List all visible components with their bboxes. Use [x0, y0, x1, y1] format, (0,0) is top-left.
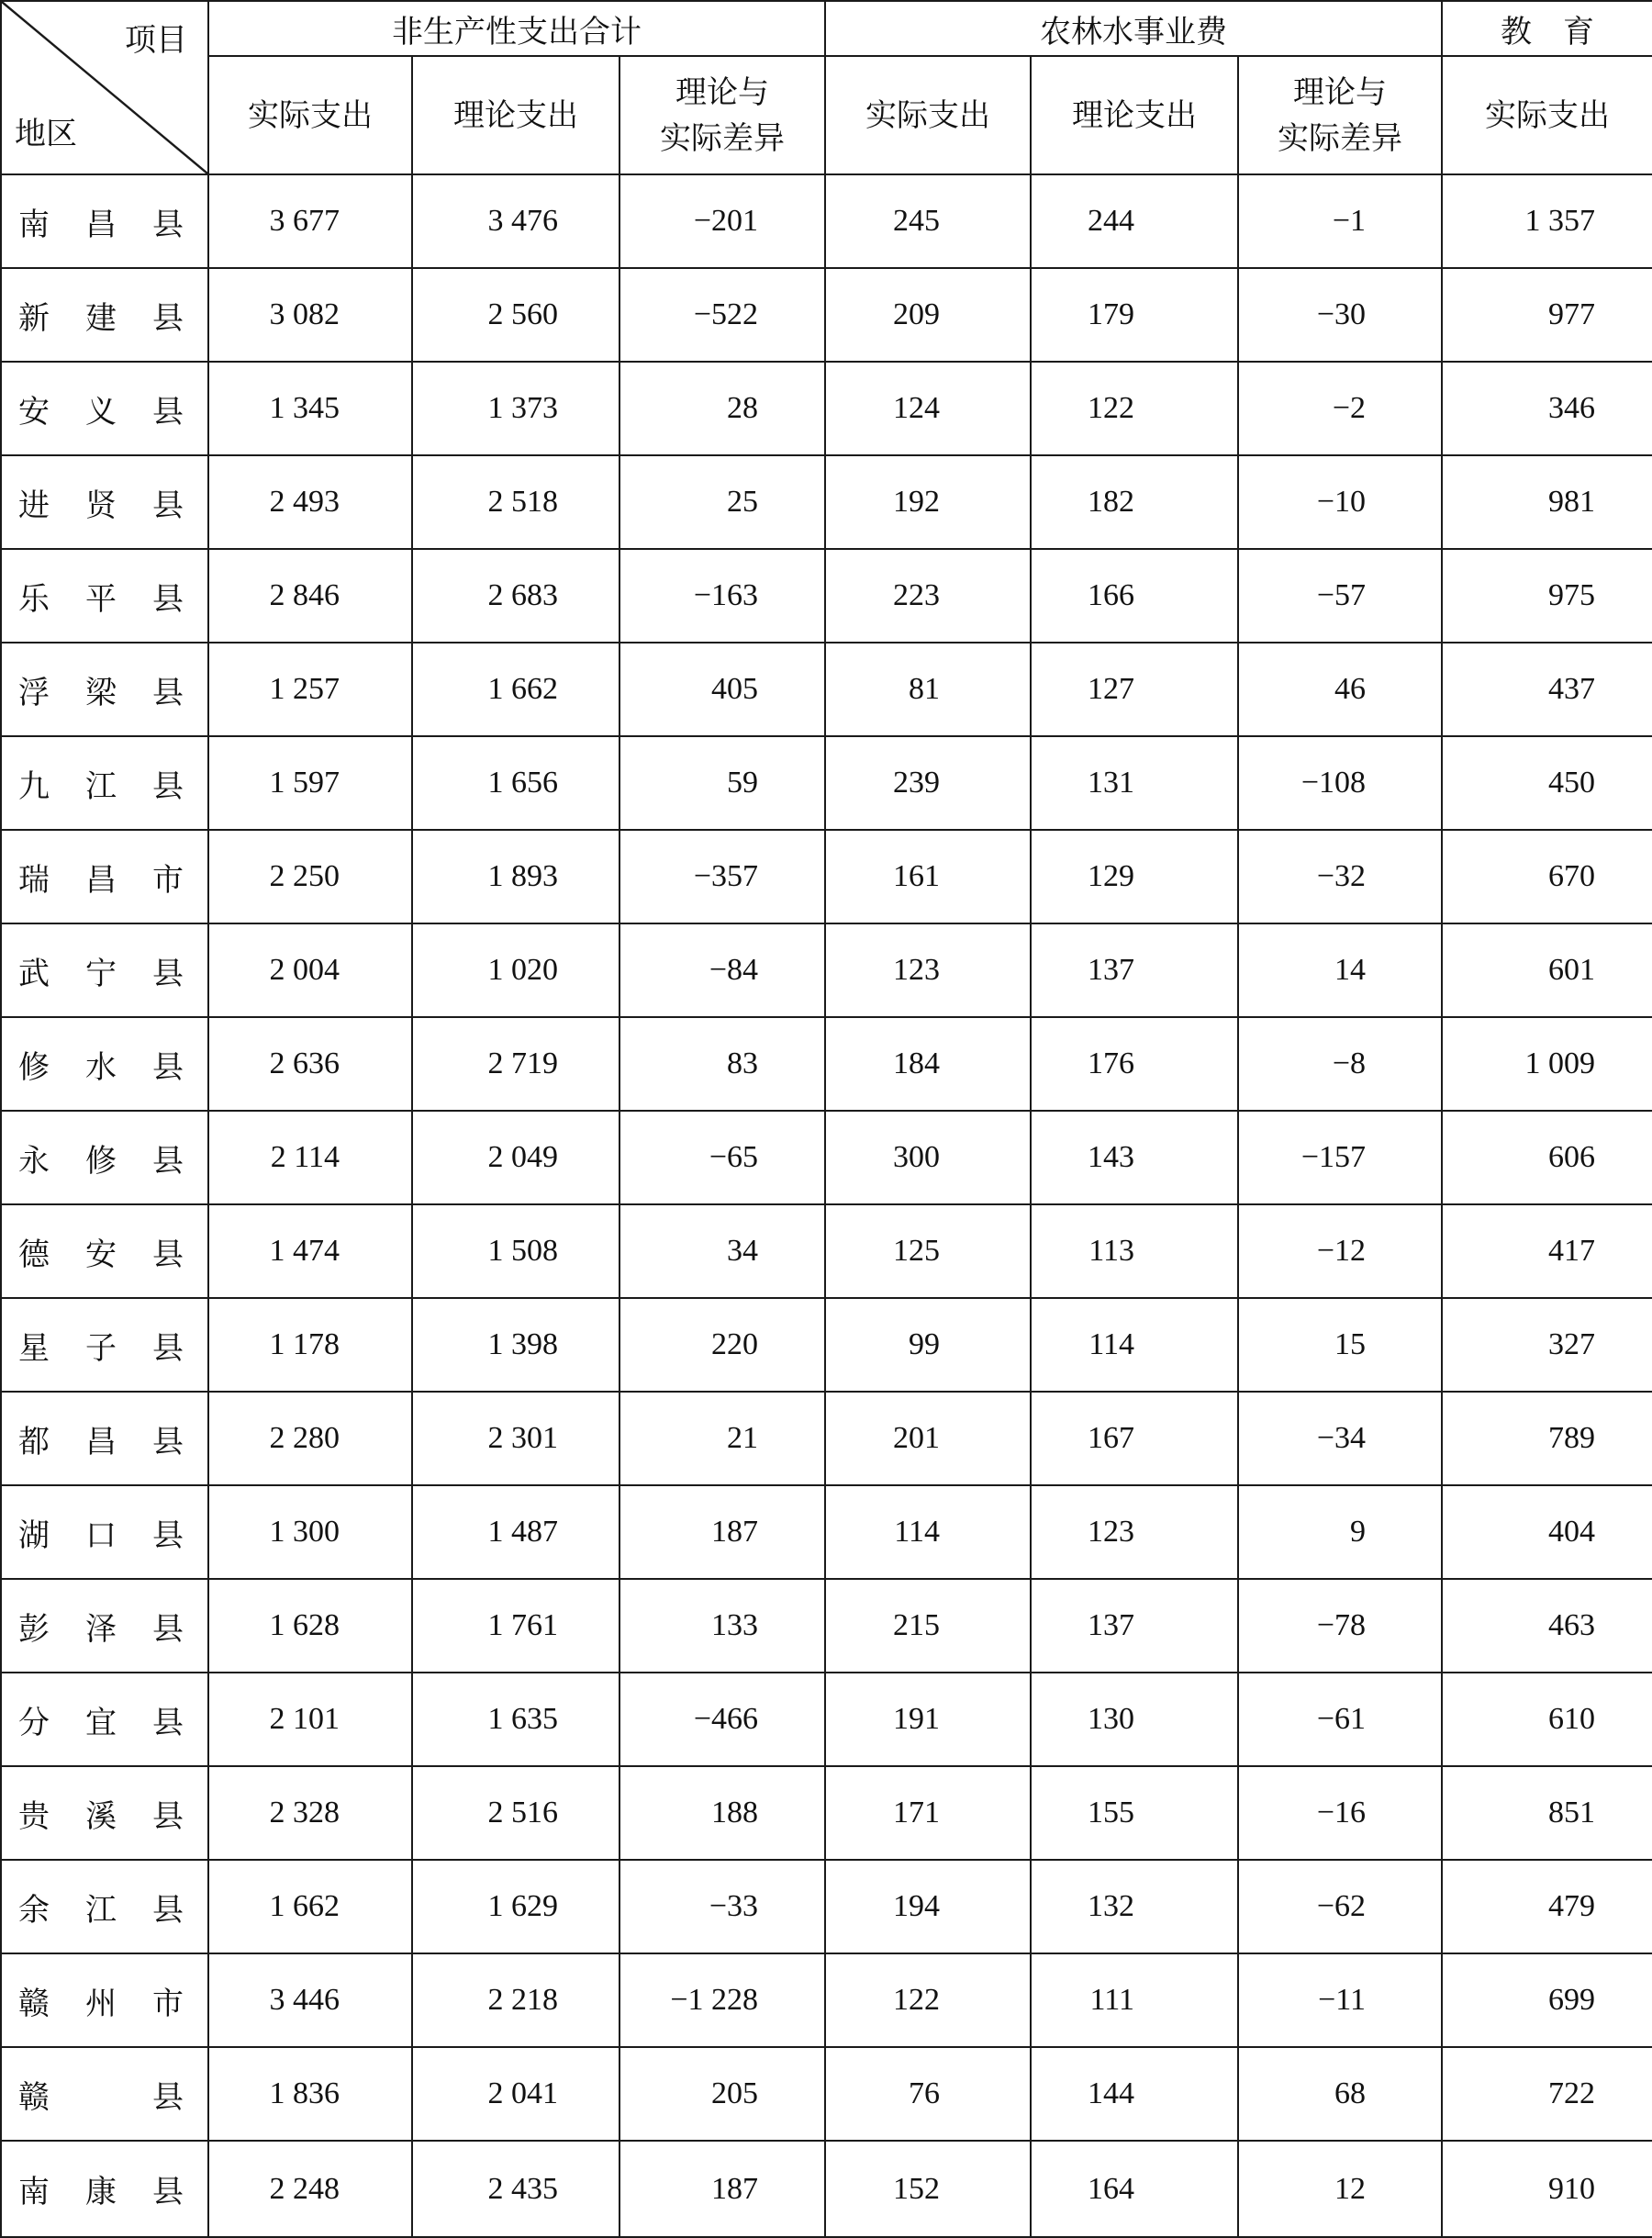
table-row — [1, 736, 1652, 830]
table-row — [1, 830, 1652, 923]
nonprod-diff-cell: 188 — [620, 1766, 825, 1860]
nonprod-diff-cell: −201 — [620, 174, 825, 268]
nonprod-diff-cell: 220 — [620, 1298, 825, 1392]
nonprod-diff-cell: −84 — [620, 923, 825, 1017]
agri-diff-cell: −108 — [1238, 736, 1442, 830]
nonprod-actual-cell: 1 836 — [208, 2047, 412, 2141]
edu-actual-cell: 977 — [1442, 268, 1652, 362]
nonprod-actual-cell: 2 846 — [208, 549, 412, 643]
agri-actual-cell: 99 — [825, 1298, 1031, 1392]
agri-theory-cell: 132 — [1031, 1860, 1238, 1953]
agri-theory-cell: 129 — [1031, 830, 1238, 923]
col-header-actual: 实际支出 — [1442, 56, 1652, 174]
region-cell: 赣州市 — [1, 1953, 208, 2047]
agri-diff-cell: 15 — [1238, 1298, 1442, 1392]
table-row — [1, 1017, 1652, 1111]
edu-actual-cell: 327 — [1442, 1298, 1652, 1392]
agri-diff-cell: 46 — [1238, 643, 1442, 736]
nonprod-theory-cell: 2 719 — [412, 1017, 620, 1111]
edu-actual-cell: 601 — [1442, 923, 1652, 1017]
region-cell: 德安县 — [1, 1204, 208, 1298]
agri-actual-cell: 245 — [825, 174, 1031, 268]
agri-actual-cell: 184 — [825, 1017, 1031, 1111]
nonprod-diff-cell: −163 — [620, 549, 825, 643]
nonprod-diff-cell: −357 — [620, 830, 825, 923]
agri-theory-cell: 123 — [1031, 1485, 1238, 1579]
agri-actual-cell: 209 — [825, 268, 1031, 362]
corner-label-region: 地区 — [15, 116, 77, 152]
edu-actual-cell: 789 — [1442, 1392, 1652, 1485]
agri-diff-cell: −16 — [1238, 1766, 1442, 1860]
table-row — [1, 362, 1652, 455]
group-header-agriculture: 农林水事业费 — [825, 1, 1442, 56]
nonprod-actual-cell: 3 446 — [208, 1953, 412, 2047]
agri-theory-cell: 114 — [1031, 1298, 1238, 1392]
nonprod-diff-cell: 187 — [620, 2141, 825, 2237]
col-header-actual: 实际支出 — [208, 56, 412, 174]
agri-diff-cell: −8 — [1238, 1017, 1442, 1111]
nonprod-theory-cell: 1 020 — [412, 923, 620, 1017]
edu-actual-cell: 670 — [1442, 830, 1652, 923]
region-cell: 分宜县 — [1, 1673, 208, 1766]
agri-diff-cell: −34 — [1238, 1392, 1442, 1485]
agri-actual-cell: 161 — [825, 830, 1031, 923]
agri-actual-cell: 122 — [825, 1953, 1031, 2047]
table-row — [1, 1860, 1652, 1953]
nonprod-theory-cell: 2 683 — [412, 549, 620, 643]
agri-theory-cell: 179 — [1031, 268, 1238, 362]
table-row — [1, 2047, 1652, 2141]
edu-actual-cell: 699 — [1442, 1953, 1652, 2047]
agri-theory-cell: 137 — [1031, 1579, 1238, 1673]
nonprod-actual-cell: 2 493 — [208, 455, 412, 549]
nonprod-actual-cell: 2 114 — [208, 1111, 412, 1204]
nonprod-actual-cell: 2 250 — [208, 830, 412, 923]
region-cell: 余江县 — [1, 1860, 208, 1953]
agri-actual-cell: 114 — [825, 1485, 1031, 1579]
agri-diff-cell: −11 — [1238, 1953, 1442, 2047]
edu-actual-cell: 722 — [1442, 2047, 1652, 2141]
agri-diff-cell: −157 — [1238, 1111, 1442, 1204]
edu-actual-cell: 610 — [1442, 1673, 1652, 1766]
agri-diff-cell: −57 — [1238, 549, 1442, 643]
diff-line1: 理论与 — [1293, 73, 1388, 111]
nonprod-diff-cell: 28 — [620, 362, 825, 455]
nonprod-theory-cell: 1 656 — [412, 736, 620, 830]
edu-actual-cell: 1 009 — [1442, 1017, 1652, 1111]
agri-actual-cell: 76 — [825, 2047, 1031, 2141]
table-row — [1, 643, 1652, 736]
col-header-diff — [620, 56, 825, 174]
agri-diff-cell: 9 — [1238, 1485, 1442, 1579]
agri-theory-cell: 127 — [1031, 643, 1238, 736]
nonprod-actual-cell: 1 178 — [208, 1298, 412, 1392]
table-row — [1, 1579, 1652, 1673]
agri-theory-cell: 182 — [1031, 455, 1238, 549]
agri-diff-cell: −78 — [1238, 1579, 1442, 1673]
agri-actual-cell: 215 — [825, 1579, 1031, 1673]
table-row — [1, 455, 1652, 549]
agri-diff-cell: −30 — [1238, 268, 1442, 362]
diff-line1: 理论与 — [675, 73, 769, 111]
nonprod-actual-cell: 1 474 — [208, 1204, 412, 1298]
agri-diff-cell: −2 — [1238, 362, 1442, 455]
agri-actual-cell: 124 — [825, 362, 1031, 455]
agri-diff-cell: −32 — [1238, 830, 1442, 923]
agri-theory-cell: 176 — [1031, 1017, 1238, 1111]
nonprod-actual-cell: 3 677 — [208, 174, 412, 268]
col-header-theory: 理论支出 — [412, 56, 620, 174]
nonprod-theory-cell: 1 398 — [412, 1298, 620, 1392]
table-row — [1, 1673, 1652, 1766]
region-cell: 都昌县 — [1, 1392, 208, 1485]
edu-actual-cell: 1 357 — [1442, 174, 1652, 268]
agri-theory-cell: 122 — [1031, 362, 1238, 455]
region-cell: 安义县 — [1, 362, 208, 455]
edu-actual-cell: 450 — [1442, 736, 1652, 830]
nonprod-diff-cell: 83 — [620, 1017, 825, 1111]
col-header-theory: 理论支出 — [1031, 56, 1238, 174]
nonprod-theory-cell: 1 761 — [412, 1579, 620, 1673]
nonprod-actual-cell: 3 082 — [208, 268, 412, 362]
agri-actual-cell: 152 — [825, 2141, 1031, 2237]
corner-header — [1, 1, 208, 174]
nonprod-theory-cell: 3 476 — [412, 174, 620, 268]
nonprod-diff-cell: −522 — [620, 268, 825, 362]
edu-actual-cell: 346 — [1442, 362, 1652, 455]
nonprod-theory-cell: 2 041 — [412, 2047, 620, 2141]
edu-actual-cell: 851 — [1442, 1766, 1652, 1860]
nonprod-diff-cell: −33 — [620, 1860, 825, 1953]
nonprod-diff-cell: 25 — [620, 455, 825, 549]
nonprod-diff-cell: 21 — [620, 1392, 825, 1485]
nonprod-diff-cell: −466 — [620, 1673, 825, 1766]
nonprod-theory-cell: 2 518 — [412, 455, 620, 549]
corner-label-item: 项目 — [125, 22, 187, 59]
agri-theory-cell: 130 — [1031, 1673, 1238, 1766]
nonprod-theory-cell: 2 560 — [412, 268, 620, 362]
nonprod-diff-cell: 187 — [620, 1485, 825, 1579]
edu-actual-cell: 975 — [1442, 549, 1652, 643]
agri-diff-cell: 68 — [1238, 2047, 1442, 2141]
nonprod-diff-cell: 34 — [620, 1204, 825, 1298]
edu-actual-cell: 910 — [1442, 2141, 1652, 2237]
nonprod-diff-cell: 405 — [620, 643, 825, 736]
agri-actual-cell: 239 — [825, 736, 1031, 830]
agri-diff-cell: −1 — [1238, 174, 1442, 268]
nonprod-theory-cell: 1 487 — [412, 1485, 620, 1579]
table-row — [1, 174, 1652, 268]
nonprod-actual-cell: 2 101 — [208, 1673, 412, 1766]
agri-theory-cell: 164 — [1031, 2141, 1238, 2237]
table-row — [1, 923, 1652, 1017]
region-cell: 新建县 — [1, 268, 208, 362]
edu-actual-cell: 404 — [1442, 1485, 1652, 1579]
table-row — [1, 1953, 1652, 2047]
region-cell: 彭泽县 — [1, 1579, 208, 1673]
agri-theory-cell: 111 — [1031, 1953, 1238, 2047]
agri-actual-cell: 223 — [825, 549, 1031, 643]
region-cell: 进贤县 — [1, 455, 208, 549]
diff-line2: 实际差异 — [1278, 119, 1403, 157]
nonprod-theory-cell: 1 629 — [412, 1860, 620, 1953]
nonprod-theory-cell: 1 662 — [412, 643, 620, 736]
region-cell: 瑞昌市 — [1, 830, 208, 923]
nonprod-theory-cell: 2 516 — [412, 1766, 620, 1860]
nonprod-diff-cell: −65 — [620, 1111, 825, 1204]
agri-theory-cell: 143 — [1031, 1111, 1238, 1204]
region-cell: 贵溪县 — [1, 1766, 208, 1860]
agri-diff-cell: 14 — [1238, 923, 1442, 1017]
agri-diff-cell: −12 — [1238, 1204, 1442, 1298]
nonprod-actual-cell: 1 300 — [208, 1485, 412, 1579]
nonprod-actual-cell: 2 636 — [208, 1017, 412, 1111]
region-cell: 修水县 — [1, 1017, 208, 1111]
nonprod-actual-cell: 2 280 — [208, 1392, 412, 1485]
table-row — [1, 2141, 1652, 2237]
nonprod-theory-cell: 2 301 — [412, 1392, 620, 1485]
region-cell: 赣县 — [1, 2047, 208, 2141]
agri-actual-cell: 171 — [825, 1766, 1031, 1860]
nonprod-theory-cell: 2 435 — [412, 2141, 620, 2237]
agri-theory-cell: 144 — [1031, 2047, 1238, 2141]
agri-theory-cell: 155 — [1031, 1766, 1238, 1860]
agri-theory-cell: 137 — [1031, 923, 1238, 1017]
nonprod-actual-cell: 2 328 — [208, 1766, 412, 1860]
col-header-actual: 实际支出 — [825, 56, 1031, 174]
region-cell: 湖口县 — [1, 1485, 208, 1579]
edu-actual-cell: 981 — [1442, 455, 1652, 549]
agri-theory-cell: 131 — [1031, 736, 1238, 830]
nonprod-actual-cell: 2 004 — [208, 923, 412, 1017]
nonprod-actual-cell: 1 257 — [208, 643, 412, 736]
edu-actual-cell: 417 — [1442, 1204, 1652, 1298]
agri-theory-cell: 166 — [1031, 549, 1238, 643]
group-header-education: 教 育 — [1442, 1, 1652, 56]
edu-actual-cell: 437 — [1442, 643, 1652, 736]
agri-actual-cell: 194 — [825, 1860, 1031, 1953]
nonprod-diff-cell: −1 228 — [620, 1953, 825, 2047]
region-cell: 浮梁县 — [1, 643, 208, 736]
table-row — [1, 1485, 1652, 1579]
region-cell: 南昌县 — [1, 174, 208, 268]
table-row — [1, 268, 1652, 362]
agri-actual-cell: 300 — [825, 1111, 1031, 1204]
nonprod-diff-cell: 59 — [620, 736, 825, 830]
nonprod-actual-cell: 1 345 — [208, 362, 412, 455]
table-row — [1, 1392, 1652, 1485]
edu-actual-cell: 606 — [1442, 1111, 1652, 1204]
table-body — [1, 174, 1652, 2237]
col-header-diff — [1238, 56, 1442, 174]
agri-diff-cell: −61 — [1238, 1673, 1442, 1766]
agri-theory-cell: 167 — [1031, 1392, 1238, 1485]
table-row — [1, 549, 1652, 643]
agri-diff-cell: −62 — [1238, 1860, 1442, 1953]
agri-actual-cell: 123 — [825, 923, 1031, 1017]
agri-theory-cell: 244 — [1031, 174, 1238, 268]
region-cell: 永修县 — [1, 1111, 208, 1204]
region-cell: 星子县 — [1, 1298, 208, 1392]
edu-actual-cell: 463 — [1442, 1579, 1652, 1673]
group-header-nonproductive: 非生产性支出合计 — [208, 1, 825, 56]
region-cell: 武宁县 — [1, 923, 208, 1017]
region-cell: 乐平县 — [1, 549, 208, 643]
agri-diff-cell: −10 — [1238, 455, 1442, 549]
nonprod-actual-cell: 2 248 — [208, 2141, 412, 2237]
nonprod-theory-cell: 1 635 — [412, 1673, 620, 1766]
nonprod-theory-cell: 1 893 — [412, 830, 620, 923]
agri-actual-cell: 192 — [825, 455, 1031, 549]
nonprod-theory-cell: 1 373 — [412, 362, 620, 455]
edu-actual-cell: 479 — [1442, 1860, 1652, 1953]
nonprod-diff-cell: 205 — [620, 2047, 825, 2141]
table-row — [1, 1204, 1652, 1298]
agri-actual-cell: 191 — [825, 1673, 1031, 1766]
nonprod-diff-cell: 133 — [620, 1579, 825, 1673]
table-row — [1, 1766, 1652, 1860]
nonprod-actual-cell: 1 597 — [208, 736, 412, 830]
nonprod-theory-cell: 1 508 — [412, 1204, 620, 1298]
agri-diff-cell: 12 — [1238, 2141, 1442, 2237]
agri-actual-cell: 201 — [825, 1392, 1031, 1485]
region-cell: 九江县 — [1, 736, 208, 830]
table-row — [1, 1111, 1652, 1204]
nonprod-theory-cell: 2 218 — [412, 1953, 620, 2047]
region-cell: 南康县 — [1, 2141, 208, 2237]
nonprod-actual-cell: 1 628 — [208, 1579, 412, 1673]
agri-actual-cell: 81 — [825, 643, 1031, 736]
nonprod-theory-cell: 2 049 — [412, 1111, 620, 1204]
agri-actual-cell: 125 — [825, 1204, 1031, 1298]
diff-line2: 实际差异 — [660, 119, 785, 157]
nonprod-actual-cell: 1 662 — [208, 1860, 412, 1953]
agri-theory-cell: 113 — [1031, 1204, 1238, 1298]
table-row — [1, 1298, 1652, 1392]
